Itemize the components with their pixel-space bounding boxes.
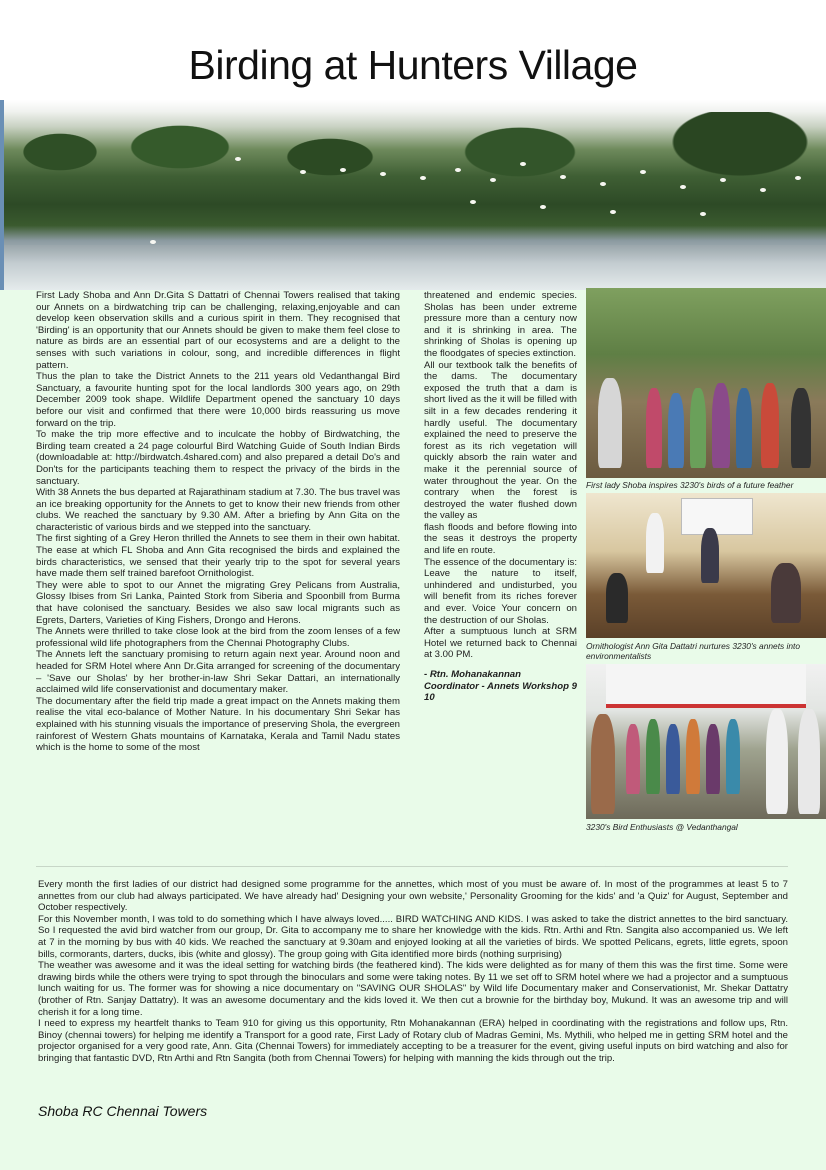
bottom-paragraph: Every month the first ladies of our district had designed some programme for the annettes, which most of you must be aware of. In most of the programmes at least 5 to 7 annettes from our club had always participated. We have already had' Designing your own website,' Personality Grooming for the kids' and 'a Quiz' for August, September and October respectively. [38,879,788,914]
photo-caption: Ornithologist Ann Gita Dattatri nurtures 3230's annets into environmentalists [586,641,801,661]
person-figure [626,724,640,794]
person-figure [598,378,622,468]
article-paragraph: The first sighting of a Grey Heron thrilled the Annets to see them in their own habitat. The ease at which FL Shoba and Ann Gita recognised the birds and explained the birds characteristics, we sensed that their yearly trip to the spot for several years have made them self trained barefoot Ornithologist. [36,533,400,580]
egret-mark [380,172,386,176]
egret-mark [720,178,726,182]
person-figure [606,573,628,623]
egret-mark [300,170,306,174]
building-roof [606,664,806,708]
article-paragraph: Thus the plan to take the District Annets to the 211 years old Vedanthangal Bird Sanctuary, a favourite hunting spot for the local landlords 300 years ago, on 29th December 2009 took shape. Wildlife Department opened the sanctuary 10 days before our visit and confirmed that there were 10,000 birds reassuring us move forward on the trip. [36,371,400,429]
article-paragraph: The Annets were thrilled to take close look at the bird from the zoom lenses of a few professional wild life photographers from the Chennai Photography Clubs. [36,626,400,649]
egret-mark [795,176,801,180]
person-figure [646,719,660,794]
egret-mark [600,182,606,186]
article-paragraph: The essence of the documentary is: Leave the nature to itself, unhindered and undisturbed, you will benefit from its riches forever and ever. Voice Your concern on the destruction of our Sholas. [424,556,577,626]
article-paragraph: All our textbook talk the benefits of the dams. The documentary exposed the truth that a dam is short lived as the it will be filled with silt in a few decades rendering it hardly useful. The documentary explained the need to preserve the forest as its rich vegetation will quickly absorb the rain water and make it the perennial source of water throughout the year. On the contrary when the forest is destroyed the water flushed down the valley as [424,359,577,522]
egret-mark [540,205,546,209]
egret-mark [760,188,766,192]
egret-mark [490,178,496,182]
article-paragraph: To make the trip more effective and to inculcate the hobby of Birdwatching, the Birding team created a 24 page colourful Bird Watching Guide of South Indian Birds (downloadable at: http://birdwatch.4shared.com) and also prepared a detail Do's and Don'ts for the participants teaching them to respect the privacy of the birds in the sanctuary. [36,429,400,487]
person-figure [686,719,700,794]
egret-mark [150,240,156,244]
person-figure [771,563,801,623]
egret-mark [610,210,616,214]
egret-mark [680,185,686,189]
person-figure [701,528,719,583]
egret-mark [640,170,646,174]
egret-mark [340,168,346,172]
person-figure [726,719,740,794]
person-figure [646,388,662,468]
person-figure [666,724,680,794]
article-column-1 [36,290,400,754]
projection-screen [681,498,753,535]
person-figure [736,388,752,468]
egret-mark [700,212,706,216]
hero-tree-line [0,112,826,202]
egret-mark [470,200,476,204]
bottom-paragraph: I need to express my heartfelt thanks to Team 910 for giving us this opportunity, Rtn Mohanakannan (ERA) helped in coordinating with the registrations and follow ups, Rtn. Binoy (chennai towers) for helping me identify a Transport for a good rate, First Lady of Rotary club of Madras Gemini, Ms. Mythili, who helped me in getting SRM hotel and the projector organised for a very good rate, Ann. Gita (Chennai Towers) for immediately accepting to be a treasurer for the event, giving useful inputs on bird watching and also for bringing that fantastic DVD, Rtn Arthi and Rtn Sangita (both from Chennai Towers) for helping with manning the kids through out the trip. [38,1018,788,1064]
article-paragraph: The Annets left the sanctuary promising to return again next year. Around noon and headed for SRM Hotel where Ann Dr.Gita arranged for screening of the documentary – 'Save our Sholas' by her brother-in-law Shri Sekar Dattari, an internationally acclaimed wild life conservationist and documentary maker. [36,649,400,696]
egret-mark [560,175,566,179]
person-figure [766,709,788,814]
person-figure [591,714,615,814]
person-figure [712,383,730,468]
section-divider [36,866,788,867]
article-paragraph: threatened and endemic species. Sholas has been under extreme pressure more than a century now and it is shrinking in area. The shrinking of Sholas is opening up the floodgates of species extinction. [424,290,577,359]
egret-mark [420,176,426,180]
hero-lake-water [0,245,826,290]
photo-documentary-screening [586,493,826,638]
photo-caption: 3230's Bird Enthusiasts @ Vedanthangal [586,822,738,832]
bottom-paragraph: The weather was awesome and it was the ideal setting for watching birds (the feathered kind). The kids were delighted as for many of them this was the first time. Some were drawing birds while the others were trying to spot through the binoculars and some were taking notes. By 11 we set off to SRM hotel where we had a projector and a sumptuous lunch waiting for us. The former was for showing a nice documentary on "SAVING OUR SHOLAS" by Wild life Documentary maker and Conservationist, Mr. Shekar Dattatry (brother of Rtn. Sanjay Dattatry). It was an awesome documentary and the kids loved it. We then cut a brownie for the birthday boy, Mukund. It was an awesome trip and will cherish it for a long time. [38,960,788,1018]
photo-kids-under-tree [586,288,826,478]
bottom-article [38,879,788,1065]
photo-caption: First lady Shoba inspires 3230's birds of a future feather [586,480,794,490]
article-paragraph: After a sumptuous lunch at SRM Hotel we returned back to Chennai at 3.00 PM. [424,626,577,661]
person-figure [646,513,664,573]
bottom-paragraph: For this November month, I was told to do something which I have always loved..... BIRD WATCHING AND KIDS. I was asked to take the district annettes to the bird sanctuary. So I requested the avid bird watcher from our group, Dr. Gita to accompany me to share her knowledge with the kids. Rtn. Arthi and Rtn. Sangita also accompanied us. We left at 7 in the morning by bus with 40 kids. We reached the sanctuary at 9.30am and enjoyed looking at all the varieties of birds. We spotted Pelicans, egrets, little egrets, spoon bills, cormorants, darters, ducks, ibis (white and glossy). The group going with Gita identified more birds (nothing surprising) [38,913,788,960]
article-column-2 [424,290,577,704]
person-figure [706,724,720,794]
page-title: Birding at Hunters Village [188,42,638,88]
person-figure [798,709,820,814]
person-figure [668,393,684,468]
person-figure [690,388,706,468]
article-signature: - Rtn. Mohanakannan Coordinator - Annets Workshop 9 10 [424,669,577,704]
egret-mark [235,157,241,161]
article-paragraph: They were able to spot to our Annet the migrating Grey Pelicans from Australia, Glossy Ibises from Sri Lanka, Painted Stork from Siberia and Spoonbill from Burma that have colonised the sanctuary. Besides we also saw local migrants such as Egrets, Darters, Varieties of King Fishers, Drongo and Herons. [36,579,400,626]
article-paragraph: The documentary after the field trip made a great impact on the Annets making them realise the vital eco-balance of Mother Nature. In his documentary Shri Sekar has explained with his stunning visuals the importance of preserving Shola, the evergreen rainforest of Western Ghats mountains of Karnataka, Kerala and Tamil Nadu states which is the home to some of the most [36,695,400,754]
person-figure [791,388,811,468]
article-paragraph: flash floods and before flowing into the seas it destroys the property and life en route. [424,521,577,557]
photo-group-at-sanctuary [586,664,826,819]
article-paragraph: First Lady Shoba and Ann Dr.Gita S Dattatri of Chennai Towers realised that taking our Annets on a birdwatching trip can be challenging, relaxing,enjoyable and can develop keen observation skills and a curious spirit in them. They recognised that 'Birding' is an opportunity that our Annets should be given to make them feel close to nature as birds are an essential part of our ecosystems and are a delight to the senses with such variations in colour, song, and incredible differences in flight pattern. [36,290,400,371]
egret-mark [520,162,526,166]
bottom-signature: Shoba RC Chennai Towers [38,1103,208,1119]
hero-edge-strip [0,100,4,290]
article-paragraph: With 38 Annets the bus departed at Rajarathinam stadium at 7.30. The bus travel was an ice breaking opportunity for the Annets to get to know their new friends from other clubs. We reached the sanctuary by 9.30 AM. After a briefing by Ann Gita on the characteristic of various birds and we stepped into the sanctuary. [36,487,400,533]
egret-mark [455,168,461,172]
person-figure [761,383,779,468]
